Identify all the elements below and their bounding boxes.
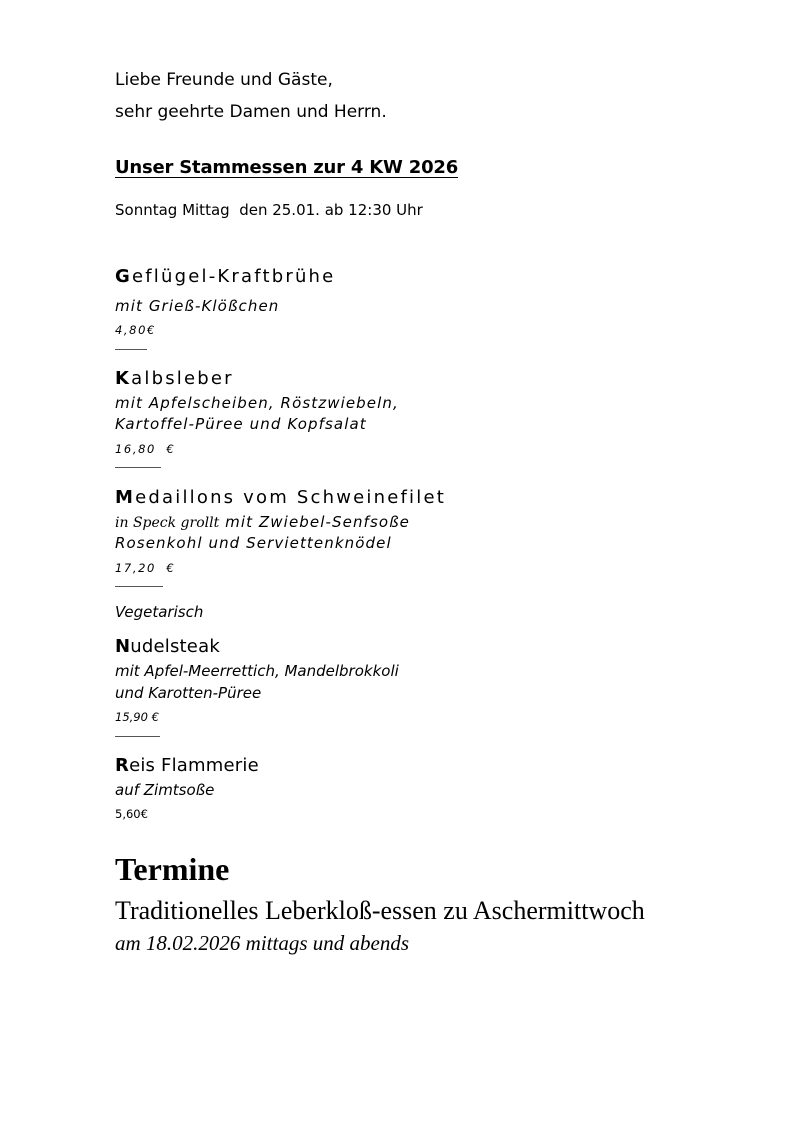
- dish-description: mit Grieß-Klößchen: [115, 297, 280, 315]
- dish-description: und Karotten-Püree: [115, 684, 262, 702]
- dish-initial: N: [115, 636, 131, 657]
- dish-price: 16,80 €: [115, 442, 176, 456]
- dish-title-rest: eflügel-Kraftbrühe: [131, 266, 336, 287]
- dish-title: [115, 755, 259, 776]
- dish-title: [115, 266, 335, 287]
- separator: [115, 586, 163, 587]
- dish-description: Rosenkohl und Serviettenknödel: [115, 534, 392, 552]
- dish-initial: K: [115, 368, 132, 389]
- dish-initial: R: [115, 755, 130, 776]
- termine-date: am 18.02.2026 mittags und abends: [115, 931, 409, 955]
- greeting-line-2: sehr geehrte Damen und Herrn.: [115, 102, 387, 122]
- vegetarian-label: Vegetarisch: [115, 603, 204, 621]
- dish-price: 17,20 €: [115, 561, 176, 575]
- dish-title-rest: albsleber: [131, 368, 234, 389]
- dish-initial: M: [115, 487, 136, 508]
- dish-description: mit Apfel-Meerrettich, Mandelbrokkoli: [115, 662, 399, 680]
- dish-description-rest: mit Zwiebel-Senfsoße: [219, 513, 411, 531]
- dish-description: mit Apfelscheiben, Röstzwiebeln,: [115, 394, 399, 412]
- date-line: Sonntag Mittag den 25.01. ab 12:30 Uhr: [115, 201, 423, 219]
- dish-title: [115, 636, 220, 657]
- termine-title: Termine: [115, 851, 230, 887]
- dish-title: [115, 368, 234, 389]
- dish-title-rest: edaillons vom Schweinefilet: [135, 487, 446, 508]
- dish-title: [115, 487, 446, 508]
- separator: [115, 467, 161, 468]
- dish-description: Kartoffel-Püree und Kopfsalat: [115, 415, 367, 433]
- dish-price: 5,60€: [115, 807, 148, 821]
- separator: [115, 349, 147, 350]
- dish-description-prefix: in Speck grollt: [115, 515, 220, 531]
- greeting-line-1: Liebe Freunde und Gäste,: [115, 70, 333, 90]
- termine-event: Traditionelles Leberkloß-essen zu Aschermittwoch: [115, 896, 645, 925]
- dish-description: [115, 512, 410, 534]
- dish-price: 15,90 €: [115, 710, 159, 724]
- dish-title-rest: udelsteak: [130, 636, 220, 657]
- separator: [115, 736, 160, 737]
- menu-heading: Unser Stammessen zur 4 KW 2026: [115, 157, 459, 178]
- dish-initial: G: [115, 266, 132, 287]
- dish-description: auf Zimtsoße: [115, 781, 215, 799]
- dish-title-rest: eis Flammerie: [129, 755, 259, 776]
- dish-price: 4,80€: [115, 323, 156, 337]
